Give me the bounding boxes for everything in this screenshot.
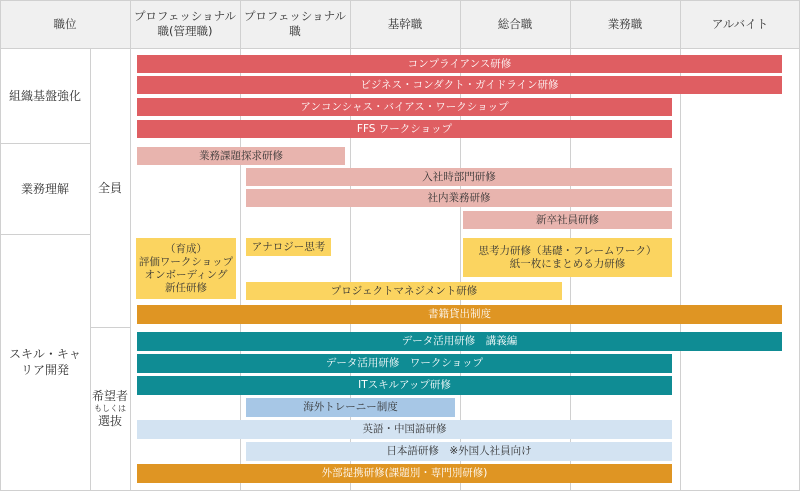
grid-line bbox=[240, 0, 241, 491]
bar-external: 外部提携研修(課題別・専門別研修) bbox=[137, 464, 672, 483]
grid-line bbox=[460, 0, 461, 491]
bar-japanese: 日本語研修 ※外国人社員向け bbox=[246, 442, 672, 461]
category-skill: スキル・キャ リア開発 bbox=[9, 347, 81, 377]
bar-thinking: 思考力研修（基礎・フレームワーク） 紙一枚にまとめる力研修 bbox=[463, 238, 672, 277]
sub-hope-top: 希望者 bbox=[91, 388, 128, 403]
grid-line bbox=[680, 0, 681, 491]
header-col-pro: プロフェッショナル 職 bbox=[243, 9, 347, 38]
bar-unconscious: アンコンシャス・バイアス・ワークショップ bbox=[137, 98, 672, 116]
sub-all: 全員 bbox=[97, 180, 122, 195]
bar-data-ws: データ活用研修 ワークショップ bbox=[137, 354, 672, 373]
header-position: 職位 bbox=[53, 16, 77, 31]
bar-internal: 社内業務研修 bbox=[246, 189, 672, 207]
header-col-parttime: アルバイト bbox=[711, 16, 769, 31]
bar-ffs: FFS ワークショップ bbox=[137, 120, 672, 138]
category-org: 組織基盤強化 bbox=[8, 88, 81, 103]
bar-newgrad: 新卒社員研修 bbox=[463, 211, 672, 229]
sub-hope bbox=[90, 327, 130, 490]
grid-line bbox=[350, 0, 351, 491]
header-col-general: 総合職 bbox=[497, 16, 533, 31]
bar-training: （育成） 評価ワークショップ オンボーディング 新任研修 bbox=[136, 238, 236, 299]
bar-compliance: コンプライアンス研修 bbox=[137, 55, 782, 73]
bar-conduct: ビジネス・コンダクト・ガイドライン研修 bbox=[137, 76, 782, 94]
bar-analogy: アナロジー思考 bbox=[246, 238, 331, 256]
bar-pm: プロジェクトマネジメント研修 bbox=[246, 282, 562, 300]
bar-data-lecture: データ活用研修 講義編 bbox=[137, 332, 782, 351]
bar-lang: 英語・中国語研修 bbox=[137, 420, 672, 439]
bar-it: ITスキルアップ研修 bbox=[137, 376, 672, 395]
bar-dept: 入社時部門研修 bbox=[246, 168, 672, 186]
bar-books: 書籍貸出制度 bbox=[137, 305, 782, 324]
header-col-core: 基幹職 bbox=[387, 16, 423, 31]
sub-hope-bottom: 選抜 bbox=[97, 413, 122, 428]
category-biz: 業務理解 bbox=[20, 181, 69, 196]
header-col-business: 業務職 bbox=[607, 16, 643, 31]
grid-line bbox=[0, 0, 800, 1]
header-col-pro-manager: プロフェッショナル 職(管理職) bbox=[133, 9, 237, 38]
grid-line bbox=[130, 0, 131, 491]
bar-overseas: 海外トレーニー制度 bbox=[246, 398, 455, 417]
bar-problem: 業務課題探求研修 bbox=[137, 147, 345, 165]
sub-hope-small: もしくは bbox=[94, 403, 126, 413]
